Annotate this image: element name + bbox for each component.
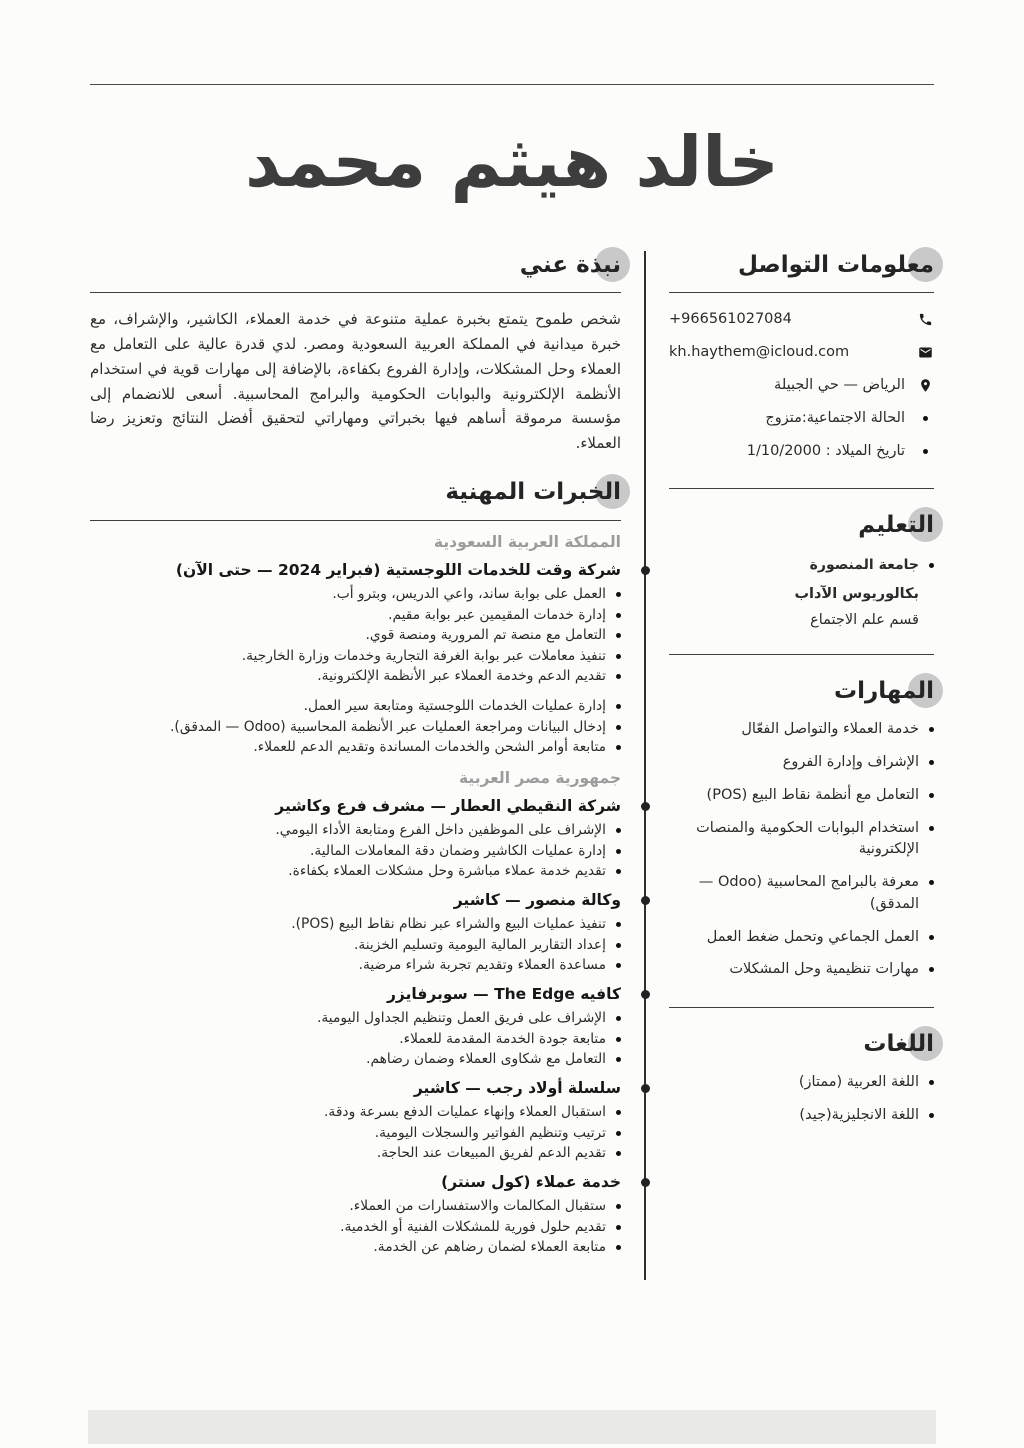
bullet-dot (616, 828, 621, 833)
job-bullet (90, 1050, 621, 1069)
job-entry (90, 560, 621, 757)
bullet-dot (929, 1113, 934, 1118)
bullet-dot (616, 943, 621, 948)
job-title-text: شركة وقت للخدمات اللوجستية (فبراير 2024 — حتى الآن) (175, 560, 621, 579)
bullet-dot (616, 1037, 621, 1042)
skill-item-text: خدمة العملاء والتواصل الفعّال (741, 721, 919, 738)
job-bullet-group (90, 1009, 621, 1069)
bullet-dot (929, 760, 934, 765)
bullet-dot (616, 1204, 621, 1209)
job-bullet-text: تقديم الدعم وخدمة العملاء عبر الأنظمة الإلكترونية. (317, 668, 606, 685)
job-bullet-text: إدخال البيانات ومراجعة العمليات عبر الأنظمة المحاسبية (Odoo — المدقق). (170, 718, 606, 735)
job-bullet (90, 842, 621, 861)
language-item-text: اللغة الانجليزية(جيد) (799, 1106, 919, 1123)
job-bullet (90, 862, 621, 881)
contact-item-text: +966561027084 (669, 311, 792, 328)
job-bullet (90, 1144, 621, 1163)
bullet-dot (616, 654, 621, 659)
language-item (669, 1105, 934, 1127)
skill-item (669, 818, 934, 862)
job-bullet-text: استقبال العملاء وإنهاء عمليات الدفع بسرعة ودقة. (324, 1104, 606, 1121)
job-bullet (90, 1238, 621, 1257)
job-bullet-text: تنفيذ معاملات عبر بوابة الغرفة التجارية وخدمات وزارة الخارجية. (241, 647, 606, 664)
name-title: خالد هيثم محمد (245, 121, 779, 203)
region-label: جمهورية مصر العربية (458, 768, 621, 787)
bullet-dot (616, 1131, 621, 1136)
bullet-dot (616, 633, 621, 638)
contact-item (669, 441, 934, 462)
job-bullet-text: إعداد التقارير المالية اليومية وتسليم الخزينة. (353, 936, 606, 953)
skills-list (669, 719, 934, 981)
bullet-dot (616, 1245, 621, 1250)
bullet-dot (616, 869, 621, 874)
job-title-text: كافيه The Edge — سوبرفايزر (387, 984, 621, 1003)
bullet-dot (616, 1151, 621, 1156)
contact-heading (738, 251, 934, 281)
bullet-dot (929, 1080, 934, 1085)
region-label: المملكة العربية السعودية (433, 532, 621, 551)
bullet-dot (616, 613, 621, 618)
bullet-dot (929, 935, 934, 940)
contact-section (669, 251, 934, 463)
language-item (669, 1072, 934, 1094)
contact-item-text: الرياض — حي الجبيلة (774, 377, 905, 394)
experience-section (90, 478, 621, 1257)
job-title (90, 890, 621, 910)
job-bullet-group (90, 585, 621, 686)
job-bullet-text: تقديم الدعم لفريق المبيعات عند الحاجة. (376, 1145, 606, 1162)
timeline-dot (641, 566, 650, 575)
experience-heading (445, 478, 621, 508)
contact-heading-text: معلومات التواصل (738, 251, 934, 278)
job-title (90, 796, 621, 816)
job-bullet-group (90, 1103, 621, 1163)
job-bullet-group (90, 821, 621, 881)
job-bullet-text: إدارة عمليات الخدمات اللوجستية ومتابعة سير العمل. (303, 698, 606, 715)
job-bullet-text: ترتيب وتنظيم الفواتير والسجلات اليومية. (374, 1124, 606, 1141)
skill-item-text: استخدام البوابات الحكومية والمنصات الإلكترونية (696, 819, 919, 858)
job-bullet (90, 606, 621, 625)
bullet-dot (616, 725, 621, 730)
bullet-dot (616, 1016, 621, 1021)
skills-section (669, 654, 934, 981)
education-list (669, 555, 934, 628)
education-section (669, 488, 934, 628)
languages-section (669, 1007, 934, 1126)
timeline-dot (641, 896, 650, 905)
job-bullet (90, 647, 621, 666)
skill-item-text: العمل الجماعي وتحمل ضغط العمل (706, 928, 919, 945)
bullet-dot (616, 1225, 621, 1230)
bullet-dot (929, 880, 934, 885)
timeline-line (644, 251, 646, 1281)
job-bullet (90, 667, 621, 686)
education-degree: بكالوريوس الآداب (794, 586, 919, 603)
job-bullet-text: مساعدة العملاء وتقديم تجربة شراء مرضية. (358, 957, 606, 974)
contact-list (669, 309, 934, 462)
job-bullet-group (90, 1197, 621, 1257)
bullet-dot (616, 1057, 621, 1062)
timeline-dot (641, 1084, 650, 1093)
job-bullet-text: متابعة أوامر الشحن والخدمات المساندة وتقديم الدعم للعملاء. (253, 739, 606, 756)
skill-item-text: التعامل مع أنظمة نقاط البيع (POS) (706, 786, 919, 803)
job-title (90, 984, 621, 1004)
education-university: جامعة المنصورة (809, 557, 919, 574)
skill-item-text: معرفة بالبرامج المحاسبية (Odoo — المدقق) (698, 874, 919, 912)
experience-group (90, 533, 621, 757)
bullet-dot (929, 727, 934, 732)
job-entry (90, 890, 621, 975)
job-bullet (90, 1103, 621, 1122)
job-bullet-text: متابعة العملاء لضمان رضاهم عن الخدمة. (373, 1239, 606, 1256)
skills-heading-text: المهارات (834, 678, 934, 705)
job-title (90, 1172, 621, 1192)
bullet-dot (616, 674, 621, 679)
job-entry (90, 796, 621, 881)
skill-item-text: الإشراف وإدارة الفروع (782, 754, 919, 770)
job-bullet-text: ستقبال المكالمات والاستفسارات من العملاء. (349, 1198, 606, 1215)
contact-item (669, 309, 934, 330)
skill-item (669, 719, 934, 741)
about-text: شخص طموح يتمتع بخبرة عملية متنوعة في خدمة العملاء، الكاشير، والإشراف، مع خبرة ميدانية في المملكة العربية السعودية ومصر. لدي قدرة عالية على التعامل مع العملاء وحل المشكلات، وإدارة الفروع بكفاءة، بالإضافة إلى مهارات قوية في استخدام الأنظمة الإلكترونية والبوابات الحكومية والبرامج المحاسبية. أسعى للانضمام إلى مؤسسة مرموقة أساهم فيها بخبراتي ومهاراتي لتحقيق أفضل النتائج وتعزيز رضا العملاء. (90, 310, 621, 453)
job-bullet (90, 821, 621, 840)
skill-item (669, 785, 934, 807)
job-bullet (90, 936, 621, 955)
skill-item-text: مهارات تنظيمية وحل المشكلات (729, 961, 919, 978)
timeline-column (621, 251, 669, 1281)
education-university-item (669, 555, 934, 576)
job-title-text: خدمة عملاء (كول سنتر) (441, 1172, 621, 1191)
job-title (90, 1078, 621, 1098)
job-bullet (90, 1218, 621, 1237)
job-bullet-text: التعامل مع شكاوى العملاء وضمان رضاهم. (366, 1051, 606, 1068)
bullet-dot (929, 967, 934, 972)
timeline-dot (641, 802, 650, 811)
contact-item-text: kh.haythem@icloud.com (669, 344, 850, 361)
main-column (90, 251, 621, 1281)
job-bullet (90, 1009, 621, 1028)
job-title-text: سلسلة أولاد رجب — كاشير (413, 1078, 621, 1097)
timeline-dot (641, 1178, 650, 1187)
bullet-dot (616, 745, 621, 750)
job-bullet-text: التعامل مع منصة تم المرورية ومنصة قوي. (365, 627, 606, 644)
job-bullet (90, 915, 621, 934)
job-title-text: وكالة منصور — كاشير (453, 890, 621, 909)
bullet-dot (917, 449, 934, 454)
job-bullet-text: الإشراف على الموظفين داخل الفرع ومتابعة الأداء اليومي. (275, 822, 606, 839)
contact-item (669, 342, 934, 363)
bullet-dot (616, 963, 621, 968)
contact-item (669, 408, 934, 429)
job-bullet (90, 626, 621, 645)
content (0, 251, 1024, 1281)
envelope-icon (917, 344, 934, 361)
bullet-dot (929, 793, 934, 798)
job-bullet-text: إدارة خدمات المقيمين عبر بوابة مقيم. (388, 606, 606, 623)
job-bullet-text: متابعة جودة الخدمة المقدمة للعملاء. (399, 1030, 606, 1047)
job-entry (90, 1078, 621, 1163)
education-heading-text: التعليم (858, 512, 934, 539)
top-divider (90, 84, 934, 85)
job-bullet-text: الإشراف على فريق العمل وتنظيم الجداول اليومية. (317, 1010, 606, 1027)
skill-item (669, 752, 934, 774)
job-entry (90, 984, 621, 1069)
location-pin-icon (917, 377, 934, 394)
skill-item (669, 872, 934, 916)
skill-item (669, 959, 934, 981)
contact-item (669, 375, 934, 396)
experience-group (90, 769, 621, 1257)
languages-heading-text: اللغات (863, 1031, 934, 1057)
education-heading (858, 511, 934, 541)
job-bullet-group (90, 915, 621, 975)
skill-item (669, 927, 934, 949)
contact-item-text: الحالة الاجتماعية:متزوج (765, 410, 905, 427)
bullet-dot (616, 1110, 621, 1115)
about-section (90, 251, 621, 456)
experience-groups (90, 533, 621, 1257)
job-bullet (90, 718, 621, 737)
languages-heading (863, 1030, 934, 1060)
about-heading-text: نبذة عني (519, 251, 621, 278)
bullet-dot (616, 704, 621, 709)
bullet-dot (929, 563, 934, 568)
bullet-dot (616, 922, 621, 927)
job-bullet-text: تقديم حلول فورية للمشكلات الفنية أو الخدمية. (340, 1218, 606, 1235)
job-title (90, 560, 621, 580)
job-bullet-text: العمل على بوابة ساند، واعي الدريس، وبترو أب. (332, 585, 606, 602)
bullet-dot (917, 416, 934, 421)
sidebar (669, 251, 934, 1281)
contact-item-text: تاريخ الميلاد : 1/10/2000 (746, 443, 905, 460)
timeline-dot (641, 990, 650, 999)
experience-header (90, 478, 621, 521)
education-department: قسم علم الاجتماع (810, 612, 919, 629)
job-bullet (90, 956, 621, 975)
language-item-text: اللغة العربية (ممتاز) (798, 1073, 919, 1090)
about-header (90, 251, 621, 294)
job-entry (90, 1172, 621, 1257)
job-bullet (90, 697, 621, 716)
bullet-dot (929, 826, 934, 831)
experience-heading-text: الخبرات المهنية (445, 478, 621, 505)
contact-header (669, 251, 934, 294)
about-heading (520, 251, 621, 281)
phone-icon (917, 311, 934, 328)
job-bullet (90, 738, 621, 757)
bullet-dot (616, 849, 621, 854)
languages-list (669, 1072, 934, 1127)
job-bullet (90, 1030, 621, 1049)
job-bullet (90, 1124, 621, 1143)
job-title-text: شركة النقيطي العطار — مشرف فرع وكاشير (275, 796, 621, 815)
footer-bar (88, 1410, 936, 1444)
job-bullet-text: تقديم خدمة عملاء مباشرة وحل مشكلات العملاء بكفاءة. (288, 863, 606, 880)
job-bullet (90, 1197, 621, 1216)
bullet-dot (616, 592, 621, 597)
job-bullet-group (90, 697, 621, 757)
skills-heading (834, 677, 934, 707)
job-bullet-text: تنفيذ عمليات البيع والشراء عبر نظام نقاط البيع (POS). (291, 916, 606, 933)
job-bullet-text: إدارة عمليات الكاشير وضمان دقة المعاملات المالية. (309, 842, 606, 859)
job-bullet (90, 585, 621, 604)
